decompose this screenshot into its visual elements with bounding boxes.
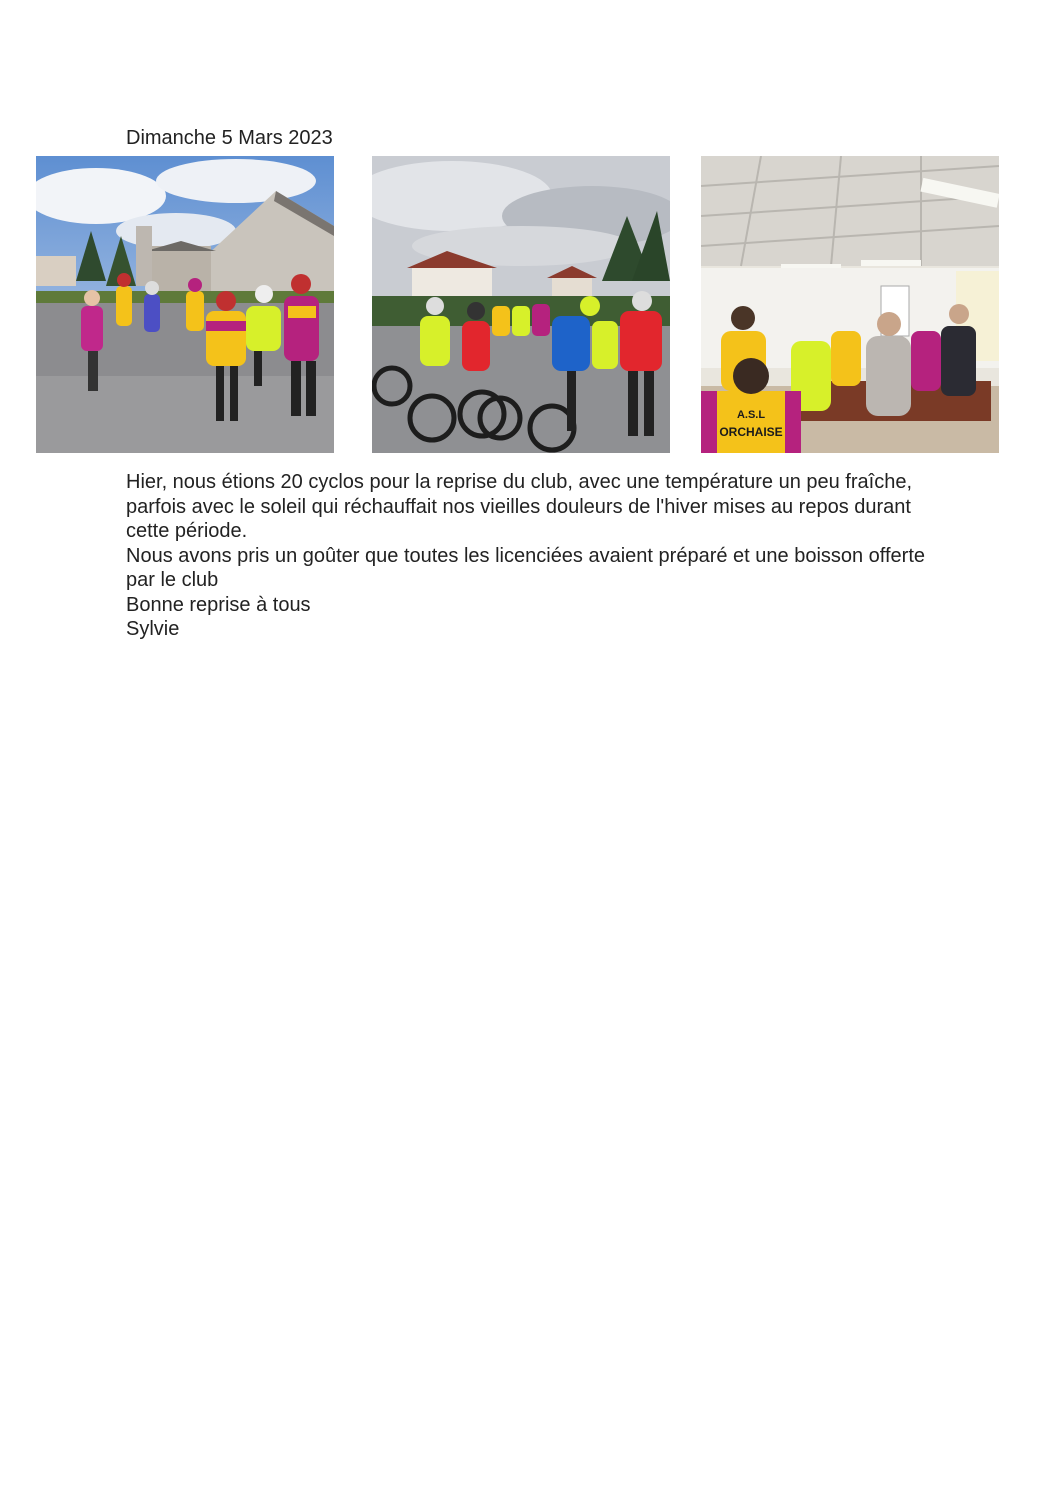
jersey-text-line2: ORCHAISE: [719, 425, 783, 439]
signature: Sylvie: [126, 618, 180, 640]
paragraph-snack: Nous avons pris un goûter que toutes les licenciées avaient préparé et une boisson offerte par le club: [126, 544, 926, 591]
post-date: Dimanche 5 Mars 2023: [126, 127, 333, 149]
photo-club-snack-indoors: [701, 156, 999, 453]
post-body: [126, 470, 946, 642]
paragraph-intro: Hier, nous étions 20 cyclos pour la reprise du club, avec une température un peu fraîche, parfois avec le soleil qui réchauffait nos vieilles douleurs de l'hiver mises au repos durant cette période.: [126, 471, 913, 542]
paragraph-closing: Bonne reprise à tous: [126, 593, 311, 616]
jersey-text-line1: A.S.L: [736, 409, 766, 421]
photo-cyclists-group: [36, 156, 334, 453]
photo-cyclists-bikes: [372, 156, 670, 453]
